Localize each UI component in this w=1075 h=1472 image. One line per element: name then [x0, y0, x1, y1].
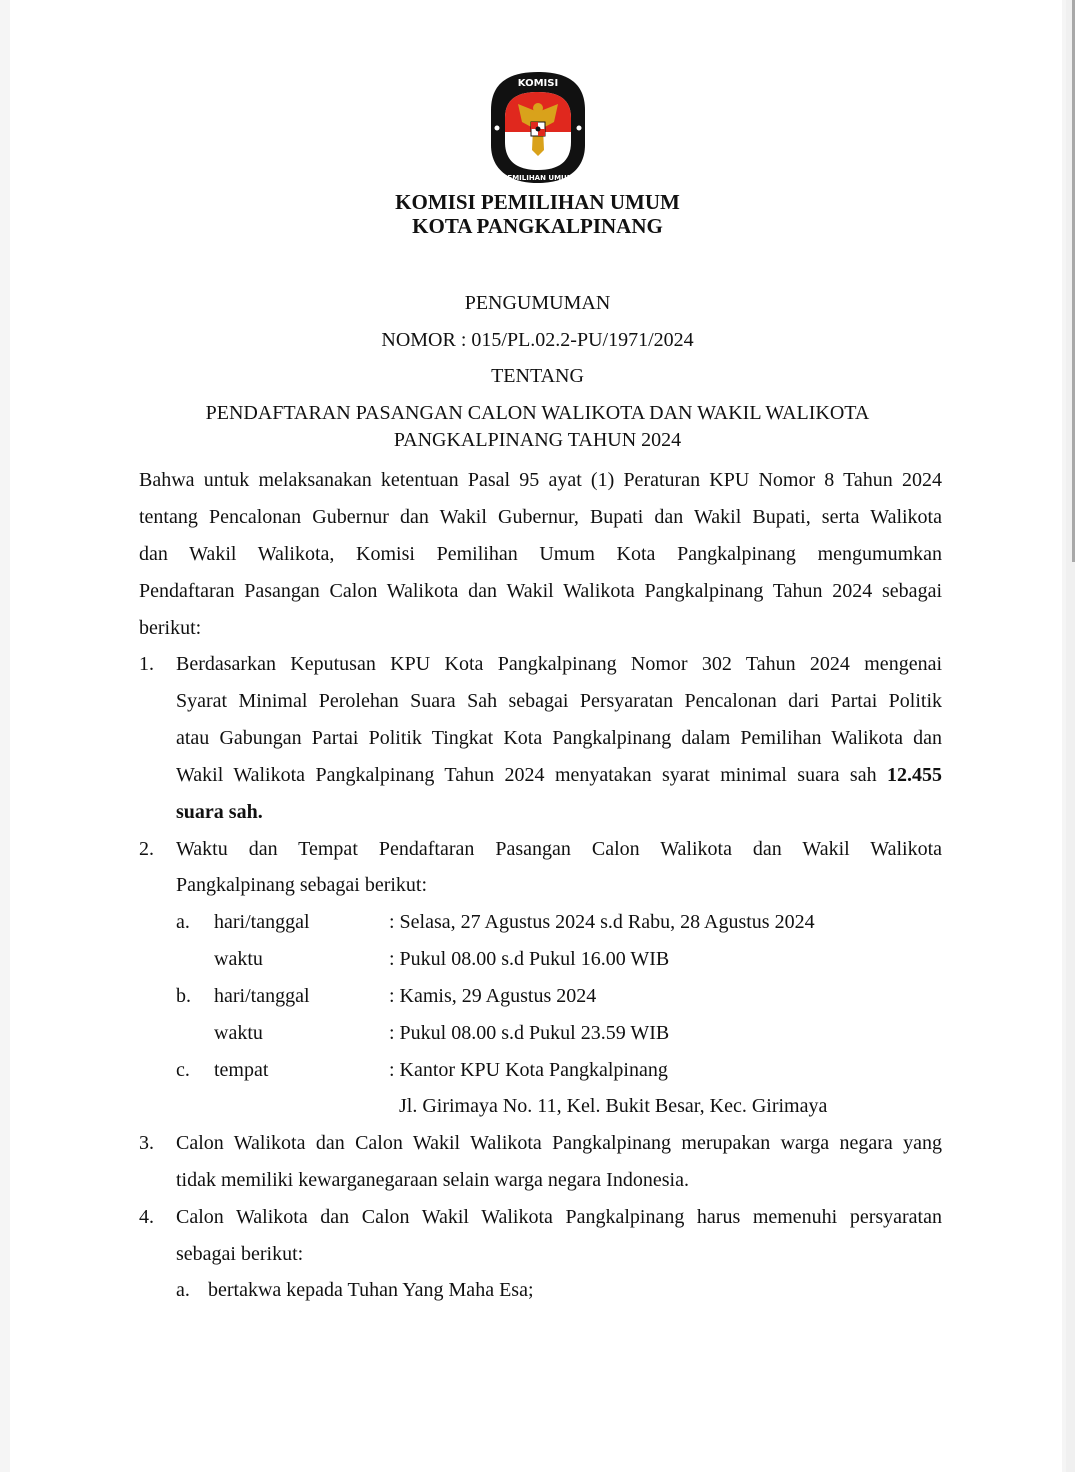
schedule-value: : Kamis, 29 Agustus 2024 — [389, 985, 597, 1007]
schedule-value: : Pukul 08.00 s.d Pukul 23.59 WIB — [389, 1022, 670, 1044]
schedule-address: Jl. Girimaya No. 11, Kel. Bukit Besar, Kec. Girimaya — [399, 1095, 828, 1117]
item-line — [176, 757, 942, 794]
announcement-subject-line2: PANGKALPINANG TAHUN 2024 — [393, 429, 682, 451]
kpu-emblem-icon — [488, 70, 588, 185]
announcement-subject-line1: PENDAFTARAN PASANGAN CALON WALIKOTA DAN WAKIL WALIKOTA — [205, 402, 870, 424]
announcement-number: NOMOR : 015/PL.02.2-PU/1971/2024 — [381, 329, 694, 351]
sub-item-text: bertakwa kepada Tuhan Yang Maha Esa; — [208, 1279, 534, 1301]
item-line-text: Wakil Walikota Pangkalpinang Tahun 2024 menyatakan syarat minimal suara sah — [176, 764, 887, 786]
intro-line: Bahwa untuk melaksanakan ketentuan Pasal 95 ayat (1) Peraturan KPU Nomor 8 Tahun 2024 — [139, 469, 942, 491]
item-line: tidak memiliki kewarganegaraan selain warga negara Indonesia. — [176, 1169, 689, 1191]
intro-line: Pendaftaran Pasangan Calon Walikota dan Wakil Walikota Pangkalpinang Tahun 2024 sebagai — [139, 580, 942, 602]
schedule-value: : Pukul 08.00 s.d Pukul 16.00 WIB — [389, 948, 670, 970]
schedule-label: hari/tanggal — [214, 911, 310, 933]
item-line — [176, 794, 942, 831]
org-name-line1: KOMISI PEMILIHAN UMUM — [395, 190, 680, 214]
schedule-label: waktu — [214, 948, 263, 970]
schedule-label: waktu — [214, 1022, 263, 1044]
sub-item-letter: a. — [176, 1279, 190, 1301]
emblem-bottom-text: PEMILIHAN UMUM — [502, 174, 574, 182]
schedule-value: : Selasa, 27 Agustus 2024 s.d Rabu, 28 Agustus 2024 — [389, 911, 815, 933]
item-line: Syarat Minimal Perolehan Suara Sah sebagai Persyaratan Pencalonan dari Partai Politik — [176, 690, 942, 712]
schedule-value: : Kantor KPU Kota Pangkalpinang — [389, 1059, 668, 1081]
item-number: 1. — [139, 653, 154, 675]
intro-line: berikut: — [139, 617, 202, 639]
schedule-letter: a. — [176, 911, 190, 933]
emblem-top-text: KOMISI — [517, 78, 559, 89]
schedule-label: hari/tanggal — [214, 985, 310, 1007]
min-votes-value: 12.455 — [887, 764, 942, 786]
intro-line: dan Wakil Walikota, Komisi Pemilihan Umum Kota Pangkalpinang mengumumkan — [139, 543, 942, 565]
item-line: Berdasarkan Keputusan KPU Kota Pangkalpinang Nomor 302 Tahun 2024 mengenai — [176, 653, 942, 675]
announcement-type: PENGUMUMAN — [464, 292, 611, 314]
item-line: Calon Walikota dan Calon Wakil Walikota Pangkalpinang merupakan warga negara yang — [176, 1132, 942, 1154]
item-number: 2. — [139, 838, 154, 860]
item-line: Pangkalpinang sebagai berikut: — [176, 874, 428, 896]
item-line: Calon Walikota dan Calon Wakil Walikota Pangkalpinang harus memenuhi persyaratan — [176, 1206, 942, 1228]
org-name-line2: KOTA PANGKALPINANG — [412, 214, 663, 238]
item-line: Waktu dan Tempat Pendaftaran Pasangan Calon Walikota dan Wakil Walikota — [176, 838, 942, 860]
item-number: 4. — [139, 1206, 154, 1228]
item-number: 3. — [139, 1132, 154, 1154]
announcement-about: TENTANG — [491, 365, 584, 387]
item-line: sebagai berikut: — [176, 1243, 304, 1265]
schedule-label: tempat — [214, 1059, 269, 1081]
min-votes-tail: suara sah. — [176, 801, 263, 823]
item-line: atau Gabungan Partai Politik Tingkat Kota Pangkalpinang dalam Pemilihan Walikota dan — [176, 727, 942, 749]
schedule-letter: b. — [176, 985, 191, 1007]
intro-line: tentang Pencalonan Gubernur dan Wakil Gubernur, Bupati dan Wakil Bupati, serta Walikota — [139, 506, 942, 528]
schedule-letter: c. — [176, 1059, 190, 1081]
